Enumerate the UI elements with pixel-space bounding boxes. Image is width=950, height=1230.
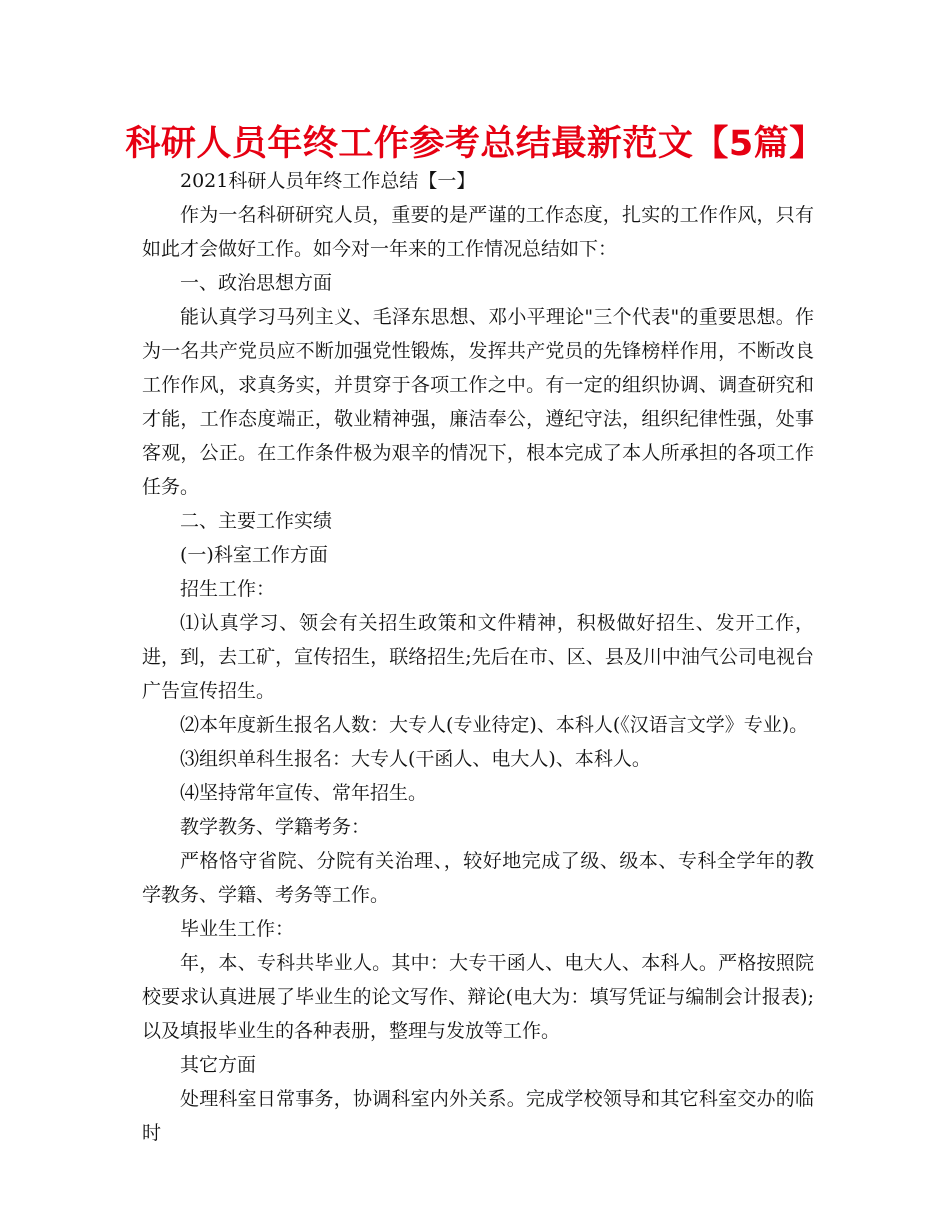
subsection-heading: 毕业生工作： bbox=[180, 918, 295, 940]
subsection-heading: 招生工作： bbox=[180, 578, 276, 600]
section-heading: 一、政治思想方面 bbox=[180, 272, 333, 294]
paragraph: 作为一名科研研究人员，重要的是严谨的工作态度，扎实的工作作风，只有如此才会做好工作。如今对一年来的工作情况总结如下： bbox=[142, 204, 814, 260]
paragraph: 年，本、专科共毕业人。其中：大专干函人、电大人、本科人。严格按照院校要求认真进展了毕业生的论文写作、辩论(电大为：填写凭证与编制会计报表);以及填报毕业生的各种表册，整理与发放等工作。 bbox=[142, 952, 814, 1042]
document-body bbox=[142, 164, 814, 1150]
list-item: ⑵本年度新生报名人数：大专人(专业待定)、本科人(《汉语言文学》专业)。 bbox=[180, 714, 809, 736]
subsection-heading: (一)科室工作方面 bbox=[180, 544, 328, 566]
list-item: ⑷坚持常年宣传、常年招生。 bbox=[180, 782, 428, 804]
paragraph: 能认真学习马列主义、毛泽东思想、邓小平理论"三个代表"的重要思想。作为一名共产党员应不断加强党性锻炼，发挥共产党员的先锋榜样作用，不断改良工作作风，求真务实，并贯穿于各项工作之中。有一定的组织协调、调查研究和才能，工作态度端正，敬业精神强，廉洁奉公，遵纪守法，组织纪律性强，处事客观，公正。在工作条件极为艰辛的情况下，根本完成了本人所承担的各项工作任务。 bbox=[142, 306, 814, 498]
document-title: 科研人员年终工作参考总结最新范文【5篇】 bbox=[125, 124, 825, 164]
list-item: ⑴认真学习、领会有关招生政策和文件精神，积极做好招生、发开工作，进，到，去工矿，宣传招生，联络招生;先后在市、区、县及川中油气公司电视台广告宣传招生。 bbox=[142, 612, 814, 702]
subsection-heading: 教学教务、学籍考务： bbox=[180, 816, 371, 838]
paragraph: 处理科室日常事务，协调科室内外关系。完成学校领导和其它科室交办的临时 bbox=[142, 1088, 814, 1144]
paragraph: 2021科研人员年终工作总结【一】 bbox=[180, 170, 476, 192]
subsection-heading: 其它方面 bbox=[180, 1054, 257, 1076]
list-item: ⑶组织单科生报名：大专人(干函人、电大人)、本科人。 bbox=[180, 748, 651, 770]
section-heading: 二、主要工作实绩 bbox=[180, 510, 333, 532]
paragraph: 严格恪守省院、分院有关治理、，较好地完成了级、级本、专科全学年的教学教务、学籍、考务等工作。 bbox=[142, 850, 814, 906]
